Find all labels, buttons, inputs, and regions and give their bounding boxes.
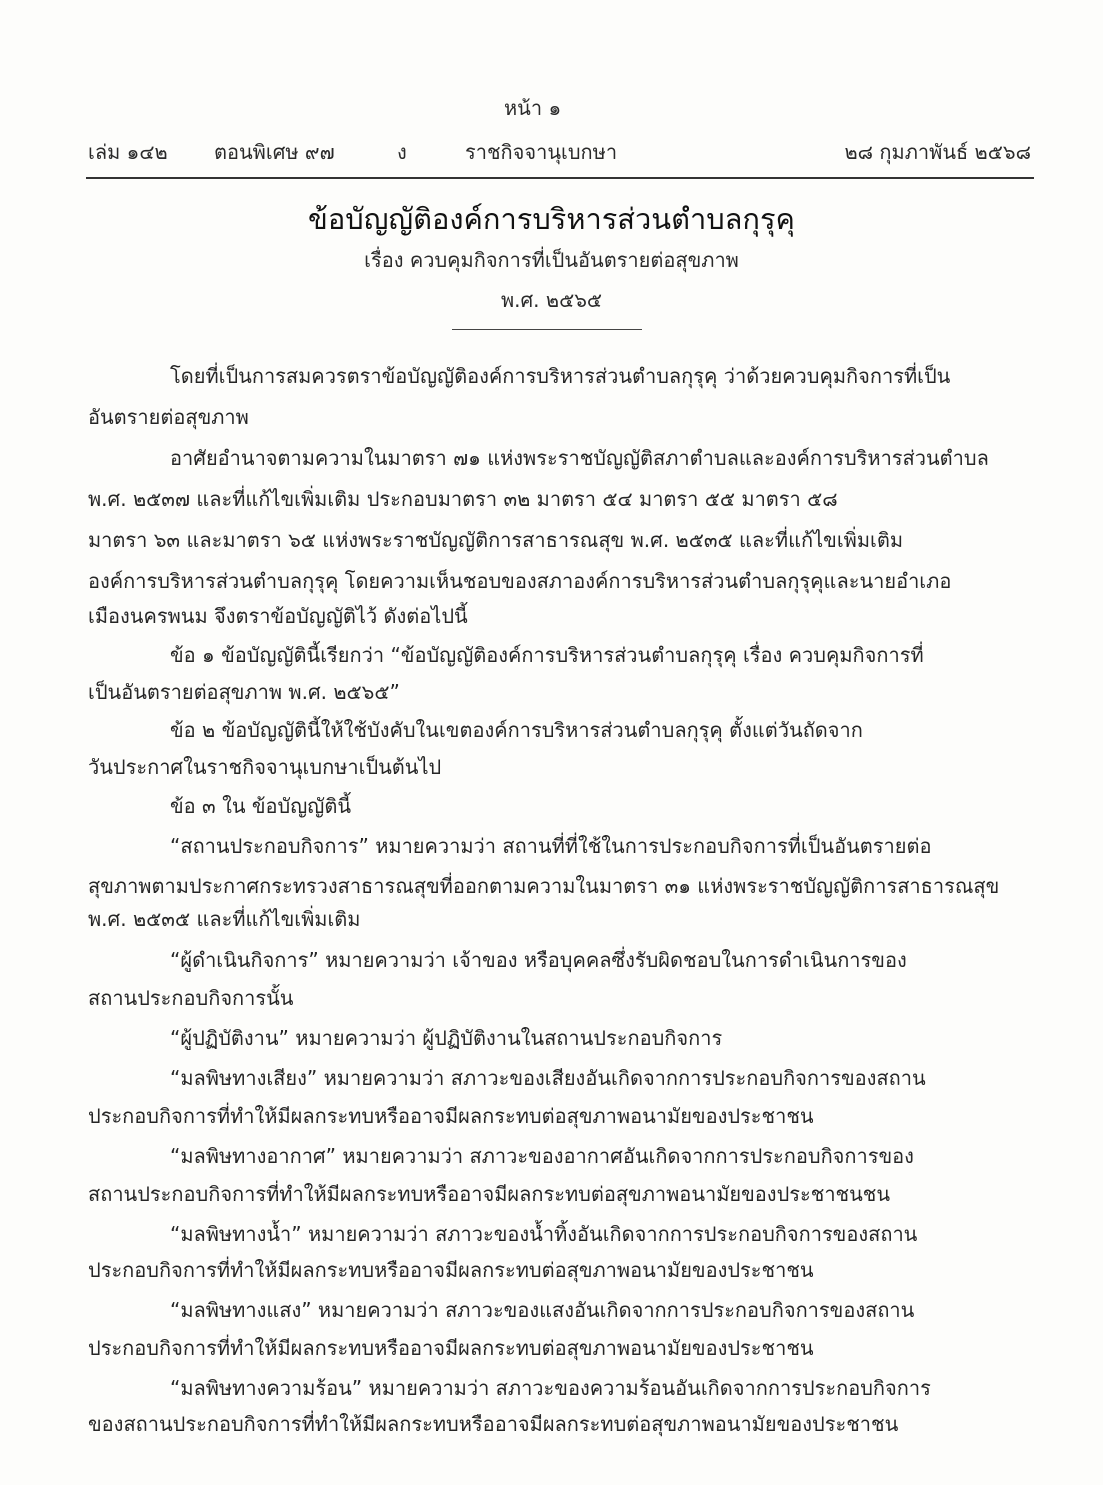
body-line: ประกอบกิจการที่ทำให้มีผลกระทบหรืออาจมีผลกระทบต่อสุขภาพอนามัยของประชาชน [88, 1258, 814, 1282]
body-line: พ.ศ. ๒๕๓๗ และที่แก้ไขเพิ่มเติม ประกอบมาตรา ๓๒ มาตรา ๕๔ มาตรา ๕๕ มาตรา ๕๘ [88, 487, 838, 511]
body-line: ข้อ ๓ ใน ข้อบัญญัตินี้ [170, 794, 351, 818]
body-line: “ผู้ปฏิบัติงาน” หมายความว่า ผู้ปฏิบัติงานในสถานประกอบกิจการ [170, 1026, 723, 1050]
header-divider [86, 177, 1034, 179]
body-line: สถานประกอบกิจการที่ทำให้มีผลกระทบหรืออาจมีผลกระทบต่อสุขภาพอนามัยของประชาชนชน [88, 1182, 891, 1206]
section-part: ง [397, 140, 407, 164]
body-line: “มลพิษทางอากาศ” หมายความว่า สภาวะของอากาศอันเกิดจากการประกอบกิจการของ [170, 1144, 914, 1168]
body-line: อันตรายต่อสุขภาพ [88, 405, 249, 429]
page-number: หน้า ๑ [504, 96, 562, 120]
body-line: “มลพิษทางแสง” หมายความว่า สภาวะของแสงอันเกิดจากการประกอบกิจการของสถาน [170, 1298, 915, 1322]
title-divider [452, 329, 642, 330]
body-line: ของสถานประกอบกิจการที่ทำให้มีผลกระทบหรืออาจมีผลกระทบต่อสุขภาพอนามัยของประชาชน [88, 1412, 899, 1436]
body-line: โดยที่เป็นการสมควรตราข้อบัญญัติองค์การบริหารส่วนตำบลกุรุคุ ว่าด้วยควบคุมกิจการที่เป็น [170, 364, 951, 388]
body-line: วันประกาศในราชกิจจานุเบกษาเป็นต้นไป [88, 755, 442, 779]
gazette-name: ราชกิจจานุเบกษา [465, 140, 618, 164]
volume-number: เล่ม ๑๔๒ [88, 140, 168, 164]
special-section: ตอนพิเศษ ๙๗ [214, 140, 335, 164]
body-line: ประกอบกิจการที่ทำให้มีผลกระทบหรืออาจมีผลกระทบต่อสุขภาพอนามัยของประชาชน [88, 1104, 814, 1128]
document-year: พ.ศ. ๒๕๖๕ [500, 288, 603, 312]
body-line: พ.ศ. ๒๕๓๕ และที่แก้ไขเพิ่มเติม [88, 907, 361, 931]
publication-date: ๒๘ กุมภาพันธ์ ๒๕๖๘ [844, 140, 1031, 164]
body-line: มาตรา ๖๓ และมาตรา ๖๕ แห่งพระราชบัญญัติการสาธารณสุข พ.ศ. ๒๕๓๕ และที่แก้ไขเพิ่มเติม [88, 528, 904, 552]
body-line: “ผู้ดำเนินกิจการ” หมายความว่า เจ้าของ หรือบุคคลซึ่งรับผิดชอบในการดำเนินการของ [170, 948, 907, 972]
document-subject: เรื่อง ควบคุมกิจการที่เป็นอันตรายต่อสุขภาพ [364, 248, 739, 272]
body-line: สถานประกอบกิจการนั้น [88, 986, 294, 1010]
body-line: สุขภาพตามประกาศกระทรวงสาธารณสุขที่ออกตามความในมาตรา ๓๑ แห่งพระราชบัญญัติการสาธารณสุข [88, 874, 1000, 898]
body-line: “มลพิษทางเสียง” หมายความว่า สภาวะของเสียงอันเกิดจากการประกอบกิจการของสถาน [170, 1066, 926, 1090]
body-line: “สถานประกอบกิจการ” หมายความว่า สถานที่ที่ใช้ในการประกอบกิจการที่เป็นอันตรายต่อ [170, 834, 932, 858]
body-line: “มลพิษทางน้ำ” หมายความว่า สภาวะของน้ำทิ้งอันเกิดจากการประกอบกิจการของสถาน [170, 1222, 918, 1246]
body-line: เมืองนครพนม จึงตราข้อบัญญัติไว้ ดังต่อไปนี้ [88, 604, 468, 628]
body-line: ข้อ ๑ ข้อบัญญัตินี้เรียกว่า “ข้อบัญญัติองค์การบริหารส่วนตำบลกุรุคุ เรื่อง ควบคุมกิจการที่ [170, 643, 924, 667]
body-line: ประกอบกิจการที่ทำให้มีผลกระทบหรืออาจมีผลกระทบต่อสุขภาพอนามัยของประชาชน [88, 1336, 814, 1360]
body-line: อาศัยอำนาจตามความในมาตรา ๗๑ แห่งพระราชบัญญัติสภาตำบลและองค์การบริหารส่วนตำบล [170, 446, 989, 470]
document-title: ข้อบัญญัติองค์การบริหารส่วนตำบลกุรุคุ [308, 202, 795, 236]
body-line: ข้อ ๒ ข้อบัญญัตินี้ให้ใช้บังคับในเขตองค์การบริหารส่วนตำบลกุรุคุ ตั้งแต่วันถัดจาก [170, 718, 863, 742]
body-line: เป็นอันตรายต่อสุขภาพ พ.ศ. ๒๕๖๕” [88, 680, 400, 704]
body-line: องค์การบริหารส่วนตำบลกุรุคุ โดยความเห็นชอบของสภาองค์การบริหารส่วนตำบลกุรุคุและนายอำเภอ [88, 569, 952, 593]
body-line: “มลพิษทางความร้อน” หมายความว่า สภาวะของความร้อนอันเกิดจากการประกอบกิจการ [170, 1376, 931, 1400]
